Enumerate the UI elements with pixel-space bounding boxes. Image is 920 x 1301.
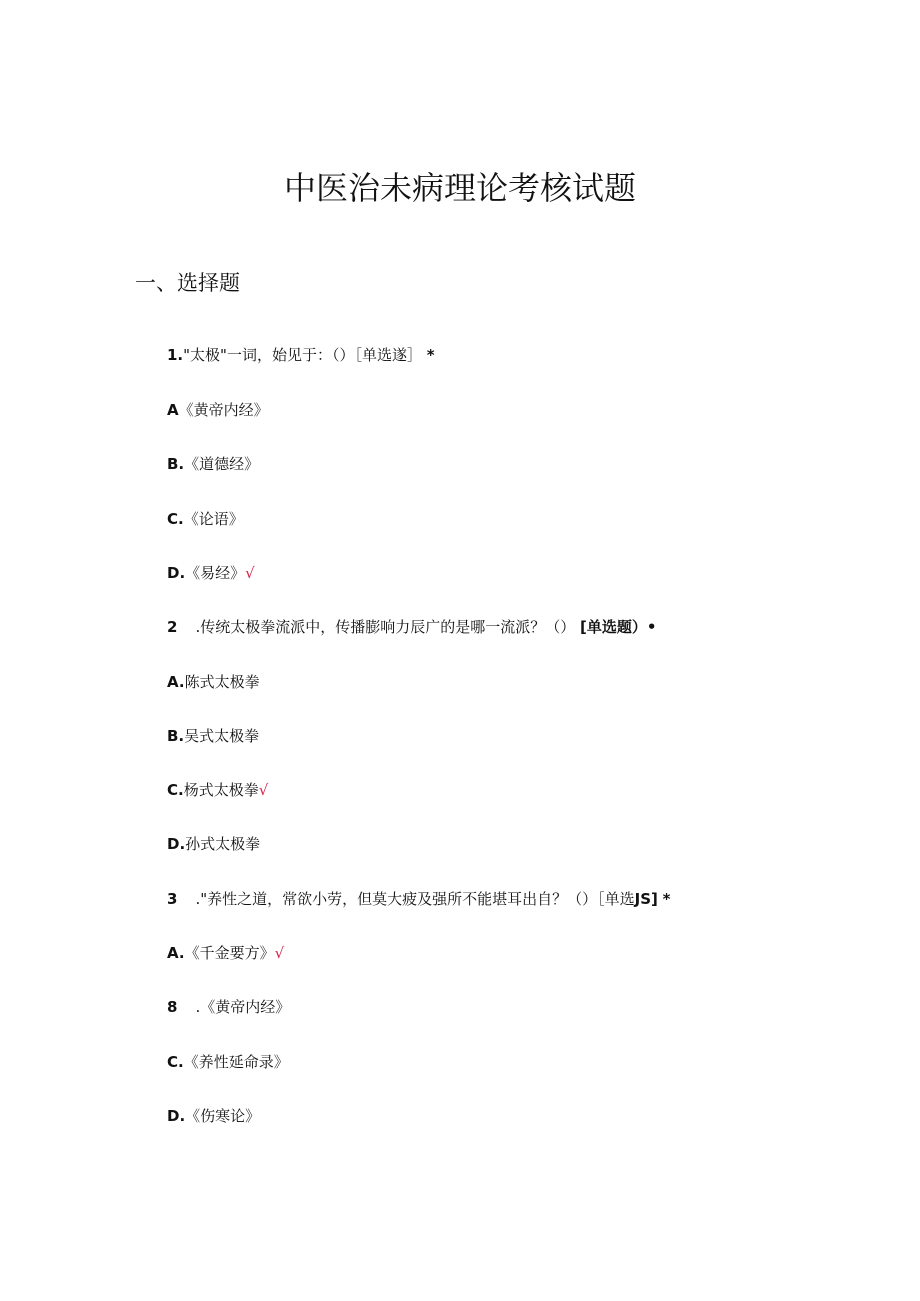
question-number: 1. (167, 346, 184, 364)
option-text: 《道德经》 (184, 455, 260, 473)
option-2a (167, 671, 260, 693)
option-2d (167, 833, 260, 855)
option-label: D. (167, 564, 186, 582)
option-text: 《论语》 (183, 510, 244, 528)
option-1a (167, 399, 269, 421)
question-text: "太极"一词，始见于：（）［单选遂］ (183, 346, 422, 364)
required-mark: * (426, 346, 435, 364)
option-text: .《黄帝内经》 (195, 998, 291, 1016)
page-title: 中医治未病理论考核试题 (283, 169, 636, 207)
option-label: C. (167, 510, 184, 528)
option-1c (167, 508, 244, 530)
option-3d (167, 1105, 260, 1127)
option-text: 《易经》 (185, 564, 246, 582)
option-text: 陈式太极拳 (184, 673, 260, 691)
option-text: 《养性延命录》 (183, 1053, 289, 1071)
question-number: 3 (167, 890, 178, 908)
question-1 (167, 344, 435, 366)
option-label: C. (167, 781, 184, 799)
correct-mark: √ (274, 944, 285, 962)
option-label: B. (167, 455, 185, 473)
option-label: 8 (167, 998, 178, 1016)
option-label: A. (167, 944, 185, 962)
correct-mark: √ (258, 781, 269, 799)
question-number: 2 (167, 618, 178, 636)
required-mark: • (646, 618, 657, 636)
question-text: ."养性之道，常欲小劳，但莫大疲及强所不能堪耳出自？（）［单选 (195, 890, 635, 908)
option-text: 《千金要方》 (184, 944, 275, 962)
correct-mark: √ (245, 564, 255, 582)
option-label: A (167, 401, 179, 419)
option-3a (167, 942, 284, 964)
question-3 (167, 888, 671, 910)
option-text: 杨式太极拳 (183, 781, 259, 799)
question-text: .传统太极拳流派中，传播膨响力辰广的是哪一流派？（） (195, 618, 576, 636)
option-3b (167, 996, 290, 1018)
option-text: 孙式太极拳 (185, 835, 261, 853)
question-tag: JS] (634, 890, 658, 908)
option-1d (167, 562, 255, 584)
option-label: D. (167, 835, 186, 853)
question-tag: [单选题） (580, 618, 647, 636)
option-text: 《黄帝内经》 (178, 401, 269, 419)
option-2b (167, 725, 259, 747)
option-1b (167, 453, 259, 475)
option-label: A. (167, 673, 185, 691)
required-mark: * (662, 890, 671, 908)
option-2c (167, 779, 268, 801)
option-text: 吴式太极拳 (184, 727, 260, 745)
option-text: 《伤寒论》 (185, 1107, 261, 1125)
option-label: B. (167, 727, 185, 745)
option-3c (167, 1051, 289, 1073)
option-label: D. (167, 1107, 186, 1125)
section-heading: 一、选择题 (135, 271, 240, 295)
option-label: C. (167, 1053, 184, 1071)
question-2 (167, 616, 656, 638)
